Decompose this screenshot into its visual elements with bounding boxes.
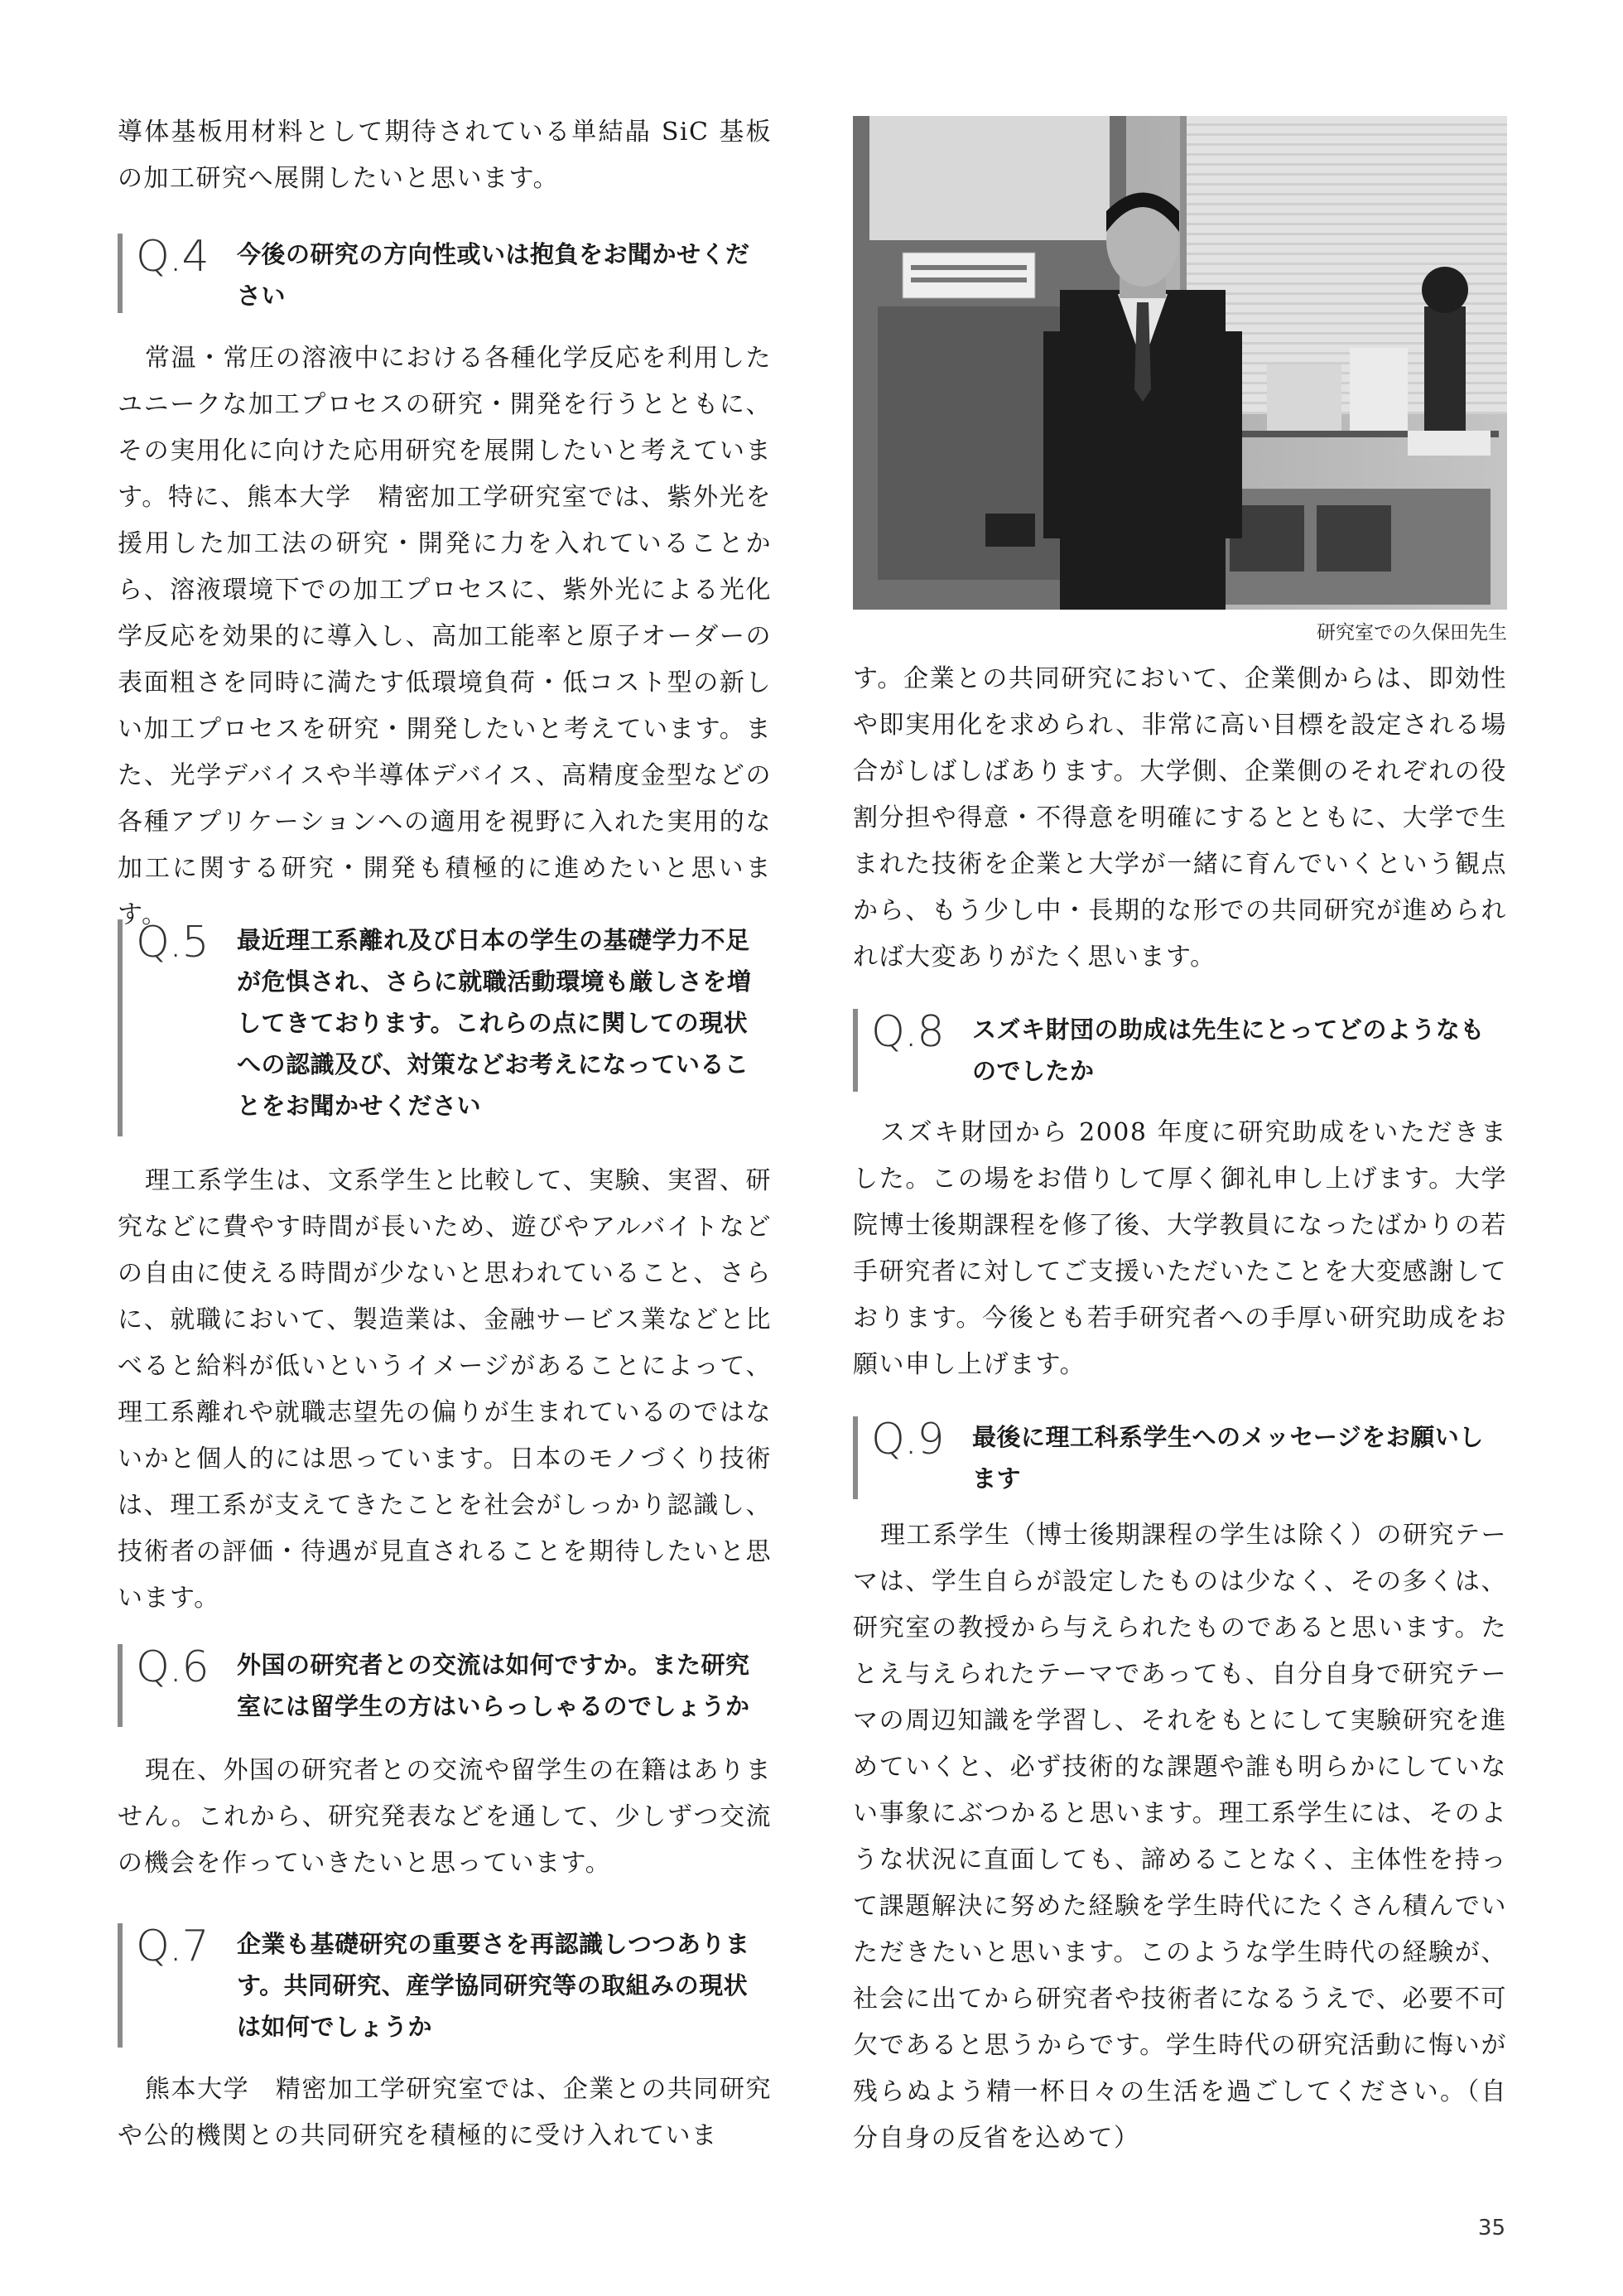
question-text: 外国の研究者との交流は如何ですか。また研究室には留学生の方はいらっしゃるのでしょうか	[237, 1651, 750, 1720]
question-number: Q.8	[871, 1007, 944, 1057]
question-number: Q.9	[871, 1415, 944, 1464]
page-number: 35	[1477, 2216, 1505, 2241]
photo-caption: 研究室での久保田先生	[1317, 622, 1507, 644]
question-text: スズキ財団の助成は先生にとってどのようなものでしたか	[972, 1015, 1485, 1085]
answer-7: 熊本大学 精密加工学研究室では、企業との共同研究や公的機関との共同研究を積極的に受け入れていま	[118, 2075, 772, 2150]
lab-photo	[853, 116, 1507, 610]
answer-6: 現在、外国の研究者との交流や留学生の在籍はありません。これから、研究発表などを通して、少しずつ交流の機会を作っていきたいと思っています。	[118, 1756, 772, 1878]
question-5	[118, 919, 772, 1136]
question-number: Q.5	[136, 918, 209, 967]
question-text: 最近理工系離れ及び日本の学生の基礎学力不足が危惧され、さらに就職活動環境も厳しさを増してきております。これらの点に関しての現状への認識及び、対策などお考えになっていることをお聞かせください	[237, 926, 752, 1120]
question-4	[118, 234, 772, 313]
question-number: Q.4	[136, 232, 209, 282]
question-text: 今後の研究の方向性或いは抱負をお聞かせください	[237, 240, 750, 310]
question-6	[118, 1644, 772, 1727]
lab-photo-image	[853, 116, 1507, 610]
question-number: Q.7	[136, 1922, 209, 1971]
question-number: Q.6	[136, 1642, 209, 1692]
answer-9: 理工系学生（博士後期課程の学生は除く）の研究テーマは、学生自らが設定したものは少なく、その多くは、研究室の教授から与えられたものであると思います。たとえ与えられたテーマであっても、自分自身で研究テーマの周辺知識を学習し、それをもとにして実験研究を進めていくと、必ず技術的な課題や誰も明らかにしていない事象にぶつかると思います。理工系学生には、そのような状況に直面しても、諦めることなく、主体性を持って課題解決に努めた経験を学生時代にたくさん積んでいただきたいと思います。このような学生時代の経験が、社会に出てから研究者や技術者になるうえで、必要不可欠であると思うからです。学生時代の研究活動に悔いが残らぬよう精一杯日々の生活を過ごしてください。（自分自身の反省を込めて）	[853, 1521, 1507, 2153]
answer-7-continued: す。企業との共同研究において、企業側からは、即効性や即実用化を求められ、非常に高い目標を設定される場合がしばしばあります。大学側、企業側のそれぞれの役割分担や得意・不得意を明確にするとともに、大学で生まれた技術を企業と大学が一緒に育んでいくという観点から、もう少し中・長期的な形での共同研究が進められれば大変ありがたく思います。	[853, 664, 1507, 972]
question-7	[118, 1923, 772, 2048]
intro-paragraph: 導体基板用材料として期待されている単結晶 SiC 基板の加工研究へ展開したいと思います。	[118, 118, 772, 193]
answer-5: 理工系学生は、文系学生と比較して、実験、実習、研究などに費やす時間が長いため、遊びやアルバイトなどの自由に使える時間が少ないと思われていること、さらに、就職において、製造業は、金融サービス業などと比べると給料が低いというイメージがあることによって、理工系離れや就職志望先の偏りが生まれているのではないかと個人的には思っています。日本のモノづくり技術は、理工系が支えてきたことを社会がしっかり認識し、技術者の評価・待遇が見直されることを期待したいと思います。	[118, 1166, 772, 1613]
question-9	[853, 1416, 1507, 1499]
question-8	[853, 1009, 1507, 1092]
question-text: 最後に理工科系学生へのメッセージをお願いします	[972, 1423, 1484, 1493]
answer-8: スズキ財団から 2008 年度に研究助成をいただきました。この場をお借りして厚く御礼申し上げます。大学院博士後期課程を修了後、大学教員になったばかりの若手研究者に対してご支援いただいたことを大変感謝しております。今後とも若手研究者への手厚い研究助成をお願い申し上げます。	[853, 1118, 1507, 1379]
question-text: 企業も基礎研究の重要さを再認識しつつあります。共同研究、産学協同研究等の取組みの現状は如何でしょうか	[237, 1930, 750, 2041]
answer-4: 常温・常圧の溶液中における各種化学反応を利用したユニークな加工プロセスの研究・開発を行うとともに、その実用化に向けた応用研究を展開したいと考えています。特に、熊本大学 精密加工学研究室では、紫外光を援用した加工法の研究・開発に力を入れていることから、溶液環境下での加工プロセスに、紫外光による光化学反応を効果的に導入し、高加工能率と原子オーダーの表面粗さを同時に満たす低環境負荷・低コスト型の新しい加工プロセスを研究・開発したいと考えています。また、光学デバイスや半導体デバイス、高精度金型などの各種アプリケーションへの適用を視野に入れた実用的な加工に関する研究・開発も積極的に進めたいと思います。	[118, 344, 772, 929]
